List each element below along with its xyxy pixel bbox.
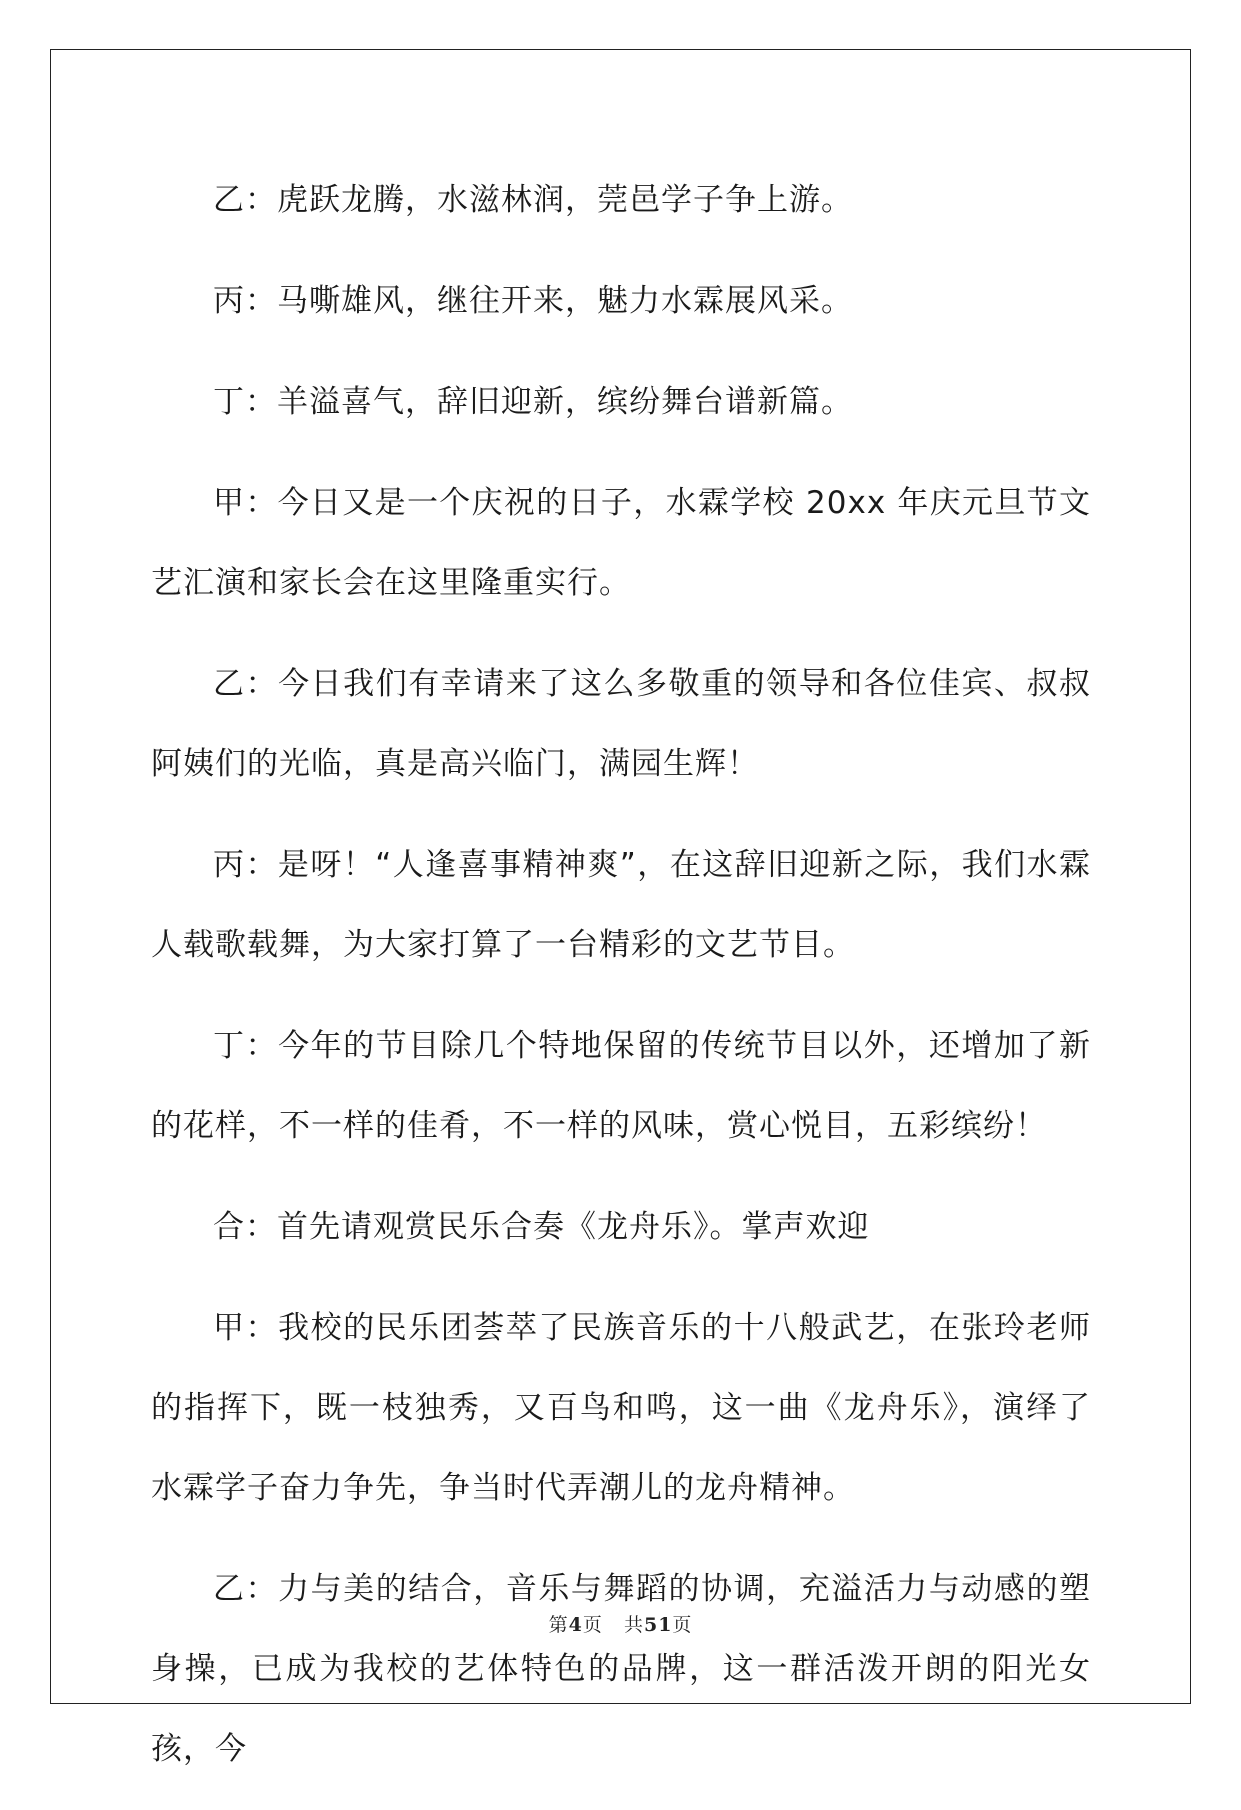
paragraph: 甲：我校的民乐团荟萃了民族音乐的十八般武艺，在张玲老师的指挥下，既一枝独秀，又百鸟和鸣，这一曲《龙舟乐》，演绎了水霖学子奋力争先，争当时代弄潮儿的龙舟精神。 bbox=[151, 1310, 1091, 1506]
paragraph: 合：首先请观赏民乐合奏《龙舟乐》。掌声欢迎 bbox=[213, 1209, 870, 1245]
footer-total-suffix: 页 bbox=[672, 1614, 693, 1636]
footer-total-prefix: 共 bbox=[623, 1614, 644, 1636]
paragraph: 丙：是呀！“人逢喜事精神爽”，在这辞旧迎新之际，我们水霖人载歌载舞，为大家打算了一台精彩的文艺节目。 bbox=[151, 847, 1091, 963]
paragraph: 甲：今日又是一个庆祝的日子，水霖学校 20xx 年庆元旦节文艺汇演和家长会在这里隆重实行。 bbox=[151, 485, 1091, 601]
footer-page-suffix: 页 bbox=[582, 1614, 603, 1636]
paragraph: 乙：今日我们有幸请来了这么多敬重的领导和各位佳宾、叔叔阿姨们的光临，真是高兴临门，满园生辉！ bbox=[151, 666, 1091, 782]
paragraph: 乙：力与美的结合，音乐与舞蹈的协调，充溢活力与动感的塑身操，已成为我校的艺体特色的品牌，这一群活泼开朗的阳光女孩，今 bbox=[151, 1571, 1091, 1767]
page-footer bbox=[0, 1610, 1241, 1637]
footer-total-pages: 51 bbox=[643, 1614, 673, 1636]
document-body bbox=[151, 160, 1091, 1810]
paragraph: 乙：虎跃龙腾，水滋林润，莞邑学子争上游。 bbox=[213, 182, 853, 218]
paragraph: 丙：马嘶雄风，继往开来，魅力水霖展风采。 bbox=[213, 283, 853, 319]
paragraph: 丁：今年的节目除几个特地保留的传统节目以外，还增加了新的花样，不一样的佳肴，不一样的风味，赏心悦目，五彩缤纷！ bbox=[151, 1028, 1091, 1144]
paragraph: 丁：羊溢喜气，辞旧迎新，缤纷舞台谱新篇。 bbox=[213, 384, 853, 420]
footer-page-number: 4 bbox=[568, 1614, 583, 1636]
footer-prefix: 第 bbox=[548, 1614, 569, 1636]
